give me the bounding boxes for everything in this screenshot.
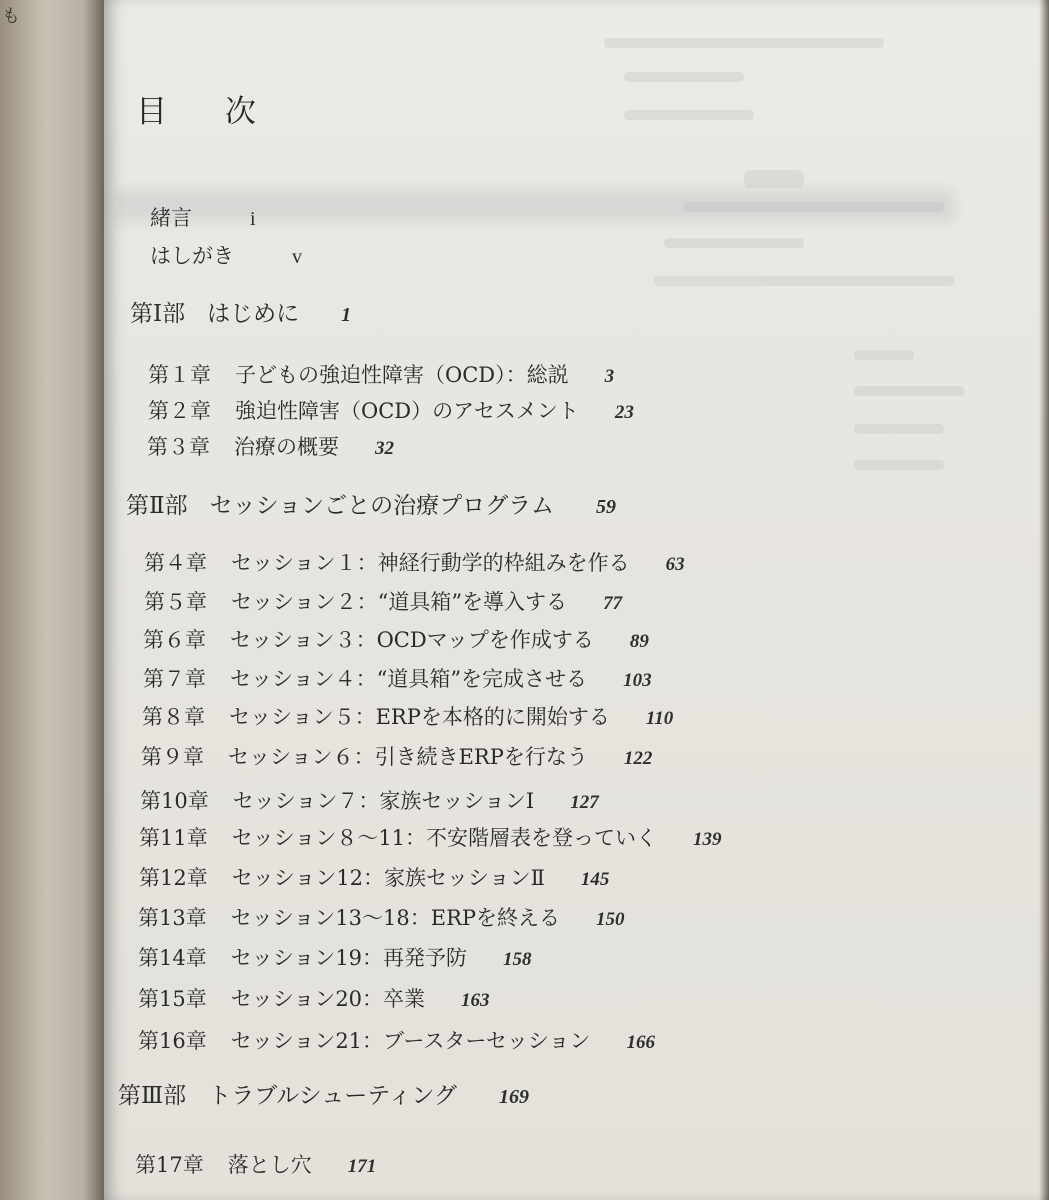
page-number: 139 <box>693 829 722 850</box>
toc-part <box>118 1085 529 1108</box>
toc-front-matter <box>150 246 302 267</box>
chapter-title: セッション12：家族セッションⅡ <box>231 866 545 890</box>
toc-chapter <box>135 1155 376 1176</box>
chapter-title: 強迫性障害（OCD）のアセスメント <box>235 399 579 423</box>
page-number: 171 <box>347 1156 377 1177</box>
chapter-number: 第７章 <box>143 667 206 691</box>
chapter-title: セッション８～11：不安階層表を登っていく <box>231 826 658 850</box>
page-number: 110 <box>645 708 674 729</box>
toc-chapter <box>140 791 599 812</box>
chapter-title: セッション２：“道具箱”を導入する <box>231 590 568 614</box>
chapter-number: 第14章 <box>138 946 207 970</box>
chapter-number: 第13章 <box>138 906 207 930</box>
chapter-number: 第10章 <box>140 789 209 813</box>
part-number: 第Ⅱ部 <box>126 493 188 519</box>
chapter-number: 第４章 <box>144 551 207 575</box>
chapter-number: 第16章 <box>138 1029 207 1053</box>
toc-chapter <box>138 908 625 929</box>
toc-chapter <box>139 828 722 849</box>
toc-chapter <box>138 989 490 1010</box>
chapter-number: 第12章 <box>139 866 208 890</box>
front-matter-label: はしがき <box>150 244 234 268</box>
chapter-title: セッション13～18：ERPを終える <box>230 906 561 930</box>
page-number: 59 <box>595 496 616 518</box>
chapter-number: 第17章 <box>135 1153 204 1177</box>
chapter-title: 子どもの強迫性障害（OCD）：総説 <box>235 363 569 387</box>
chapter-number: 第６章 <box>143 628 206 652</box>
toc-chapter <box>138 1031 655 1052</box>
chapter-number: 第９章 <box>141 745 204 769</box>
chapter-title: セッション３：OCDマップを作成する <box>230 628 594 652</box>
chapter-number: 第２章 <box>148 399 211 423</box>
chapter-number: 第１章 <box>148 363 211 387</box>
chapter-title: セッション４：“道具箱”を完成させる <box>230 667 588 691</box>
toc-front-matter <box>150 208 256 229</box>
book-spine-edge <box>0 0 104 1200</box>
spine-mark: も <box>2 6 20 27</box>
page-number: 1 <box>341 304 352 326</box>
toc-chapter <box>148 365 614 386</box>
chapter-title: 治療の概要 <box>234 435 339 459</box>
page-edge-shadow <box>1039 0 1049 1200</box>
page-number: 3 <box>604 366 615 387</box>
toc-part <box>130 303 351 326</box>
chapter-title: 落とし穴 <box>227 1153 312 1177</box>
chapter-number: 第３章 <box>147 435 210 459</box>
toc-chapter <box>144 553 685 574</box>
page-number: 163 <box>461 990 490 1011</box>
page-number: 103 <box>623 670 652 691</box>
toc-part <box>126 495 616 518</box>
page-number: 145 <box>580 869 610 890</box>
chapter-title: セッション６：引き続きERPを行なう <box>228 745 588 769</box>
chapter-title: セッション21：ブースターセッション <box>230 1029 591 1053</box>
toc-chapter <box>143 630 649 651</box>
toc-chapter <box>138 948 532 969</box>
show-through-shadow <box>484 20 1004 520</box>
part-title: はじめに <box>207 301 300 327</box>
toc-chapter <box>144 592 622 613</box>
page-number: 127 <box>570 792 599 813</box>
page-number: 169 <box>498 1086 529 1108</box>
front-matter-label: 緒言 <box>150 206 192 230</box>
page-number: i <box>250 208 256 230</box>
chapter-number: 第５章 <box>144 590 207 614</box>
toc-chapter <box>148 401 634 422</box>
chapter-title: セッション19：再発予防 <box>230 946 468 970</box>
toc-title: 目 次 <box>136 94 280 130</box>
page-number: 158 <box>503 949 532 970</box>
page-number: v <box>292 246 302 268</box>
page-number: 63 <box>665 554 685 575</box>
part-title: トラブルシューティング <box>208 1083 457 1109</box>
page-number: 89 <box>629 631 649 652</box>
toc-chapter <box>139 868 609 889</box>
chapter-number: 第15章 <box>138 987 207 1011</box>
page-number: 23 <box>614 402 634 423</box>
chapter-number: 第11章 <box>139 826 208 850</box>
page-number: 166 <box>626 1032 656 1053</box>
part-number: 第Ⅰ部 <box>130 301 186 327</box>
chapter-number: 第８章 <box>142 705 205 729</box>
toc-chapter <box>147 437 394 458</box>
part-title: セッションごとの治療プログラム <box>209 493 554 519</box>
chapter-title: セッション20：卒業 <box>230 987 426 1011</box>
toc-chapter <box>141 747 652 768</box>
toc-page <box>104 0 1049 1200</box>
page-number: 77 <box>603 593 623 614</box>
chapter-title: セッション５：ERPを本格的に開始する <box>229 705 610 729</box>
part-number: 第Ⅲ部 <box>118 1083 187 1109</box>
page-number: 122 <box>623 748 653 769</box>
chapter-title: セッション１：神経行動学的枠組みを作る <box>231 551 630 575</box>
toc-chapter <box>142 707 673 728</box>
toc-chapter <box>143 669 652 690</box>
page-number: 150 <box>596 909 625 930</box>
chapter-title: セッション７：家族セッションⅠ <box>232 789 535 813</box>
page-number: 32 <box>375 438 394 459</box>
